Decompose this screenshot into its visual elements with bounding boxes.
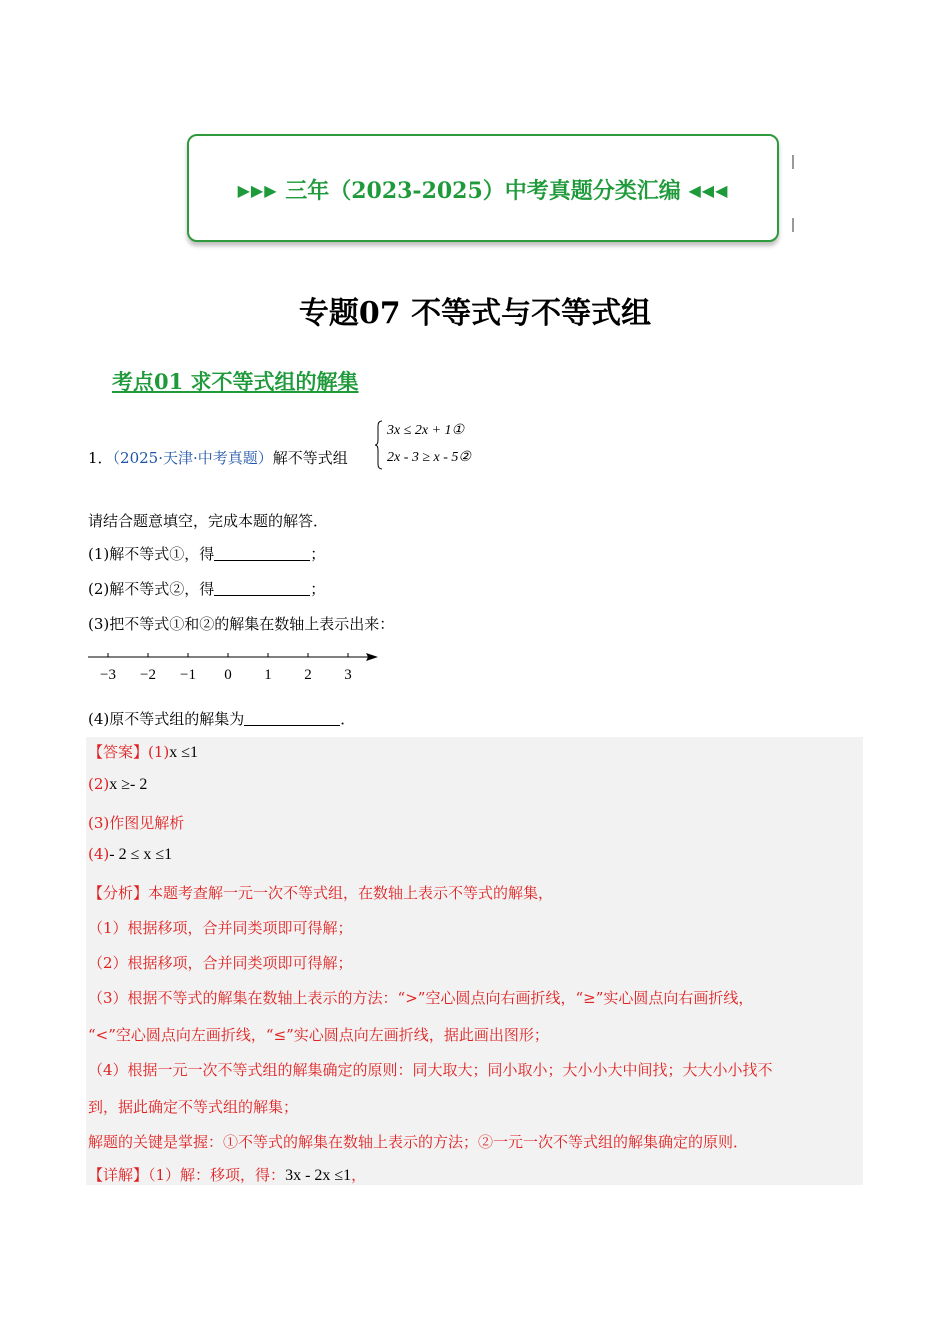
answer-label: 【答案】 [88,743,149,761]
analysis-p4a: （4）根据一元一次不等式组的解集确定的原则：同大取大；同小取小；大小小大中间找；大大小小找不 [88,1061,773,1079]
analysis-p3a: （3）根据不等式的解集在数轴上表示的方法：“>”空心圆点向右画折线，“≥”实心圆点向右画折线， [88,989,754,1007]
number-line-label: 1 [264,667,272,683]
question-stem [88,447,348,468]
answer-1-prefix: (1) [148,743,170,761]
answer-1-math: x ≤1 [169,744,199,761]
answer-4-prefix: (4) [88,845,110,863]
detail-math: 3x - 2x ≤1 [285,1167,352,1184]
detail-line [88,1164,366,1185]
analysis-label: 【分析】 [88,884,149,902]
answer-2 [88,775,147,794]
part-1 [88,543,325,564]
analysis-intro [88,882,553,903]
analysis-key: 解题的关键是掌握：①不等式的解集在数轴上表示的方法；②一元一次不等式组的解集确定的原则． [88,1133,749,1151]
right-arrows-icon: ▶▶▶ [237,181,278,200]
part-2 [88,578,325,599]
part-3: (3)把不等式①和②的解集在数轴上表示出来： [88,615,395,633]
header-banner [187,134,779,242]
inequality-system [375,420,515,472]
answer-1 [88,741,198,762]
instruction: 请结合题意填空，完成本题的解答． [88,512,329,530]
number-line-label: −1 [180,667,196,683]
blank-4[interactable] [244,711,340,726]
question-text: 解不等式组 [272,449,348,467]
detail-comma: ， [351,1166,367,1184]
analysis-p2: （2）根据移项，合并同类项即可得解； [88,954,353,972]
inequality-2: 2x - 3 ≥ x - 5② [387,450,471,465]
part-4-end: ． [340,710,356,728]
analysis-p3b: “<”空心圆点向左画折线，“≤”实心圆点向左画折线，据此画出图形； [88,1026,549,1044]
number-line [86,645,386,685]
inequality-1: 3x ≤ 2x + 1① [387,423,465,438]
brace-icon [375,420,383,470]
analysis-p1: （1）根据移项，合并同类项即可得解； [88,919,353,937]
detail-text: （1）解：移项，得： [148,1166,286,1184]
answer-3: (3)作图见解析 [88,814,185,832]
detail-label: 【详解】 [88,1166,149,1184]
banner-title: 三年（2023-2025）中考真题分类汇编 [285,178,681,204]
answer-2-prefix: (2) [88,775,110,793]
answer-2-math: x ≥- 2 [109,776,148,793]
edge-mark-bottom [792,218,794,232]
section-title: 考点01 求不等式组的解集 [112,369,359,394]
number-line-label: 3 [344,667,352,683]
blank-1[interactable] [214,546,310,561]
analysis-intro-text: 本题考查解一元一次不等式组，在数轴上表示不等式的解集， [148,884,554,902]
part-2-text: (2)解不等式②，得 [88,580,215,598]
part-1-text: (1)解不等式①，得 [88,545,215,563]
left-arrows-icon: ◀◀◀ [688,181,729,200]
part-4 [88,708,355,729]
part-2-end: ； [310,580,326,598]
number-line-label: −2 [140,667,156,683]
part-1-end: ； [310,545,326,563]
page-title: 专题07 不等式与不等式组 [298,296,652,331]
question-number: 1． [88,449,113,467]
answer-4-math: - 2 ≤ x ≤1 [109,846,173,863]
number-line-label: 0 [224,667,232,683]
answer-4 [88,845,172,864]
edge-mark-top [792,155,794,169]
banner-text-row [189,174,777,205]
number-line-label: 2 [304,667,312,683]
part-4-text: (4)原不等式组的解集为 [88,710,245,728]
analysis-p4b: 到，据此确定不等式组的解集； [88,1098,299,1116]
question-source: （2025·天津·中考真题） [112,449,273,467]
number-line-label: −3 [100,667,116,683]
blank-2[interactable] [214,581,310,596]
